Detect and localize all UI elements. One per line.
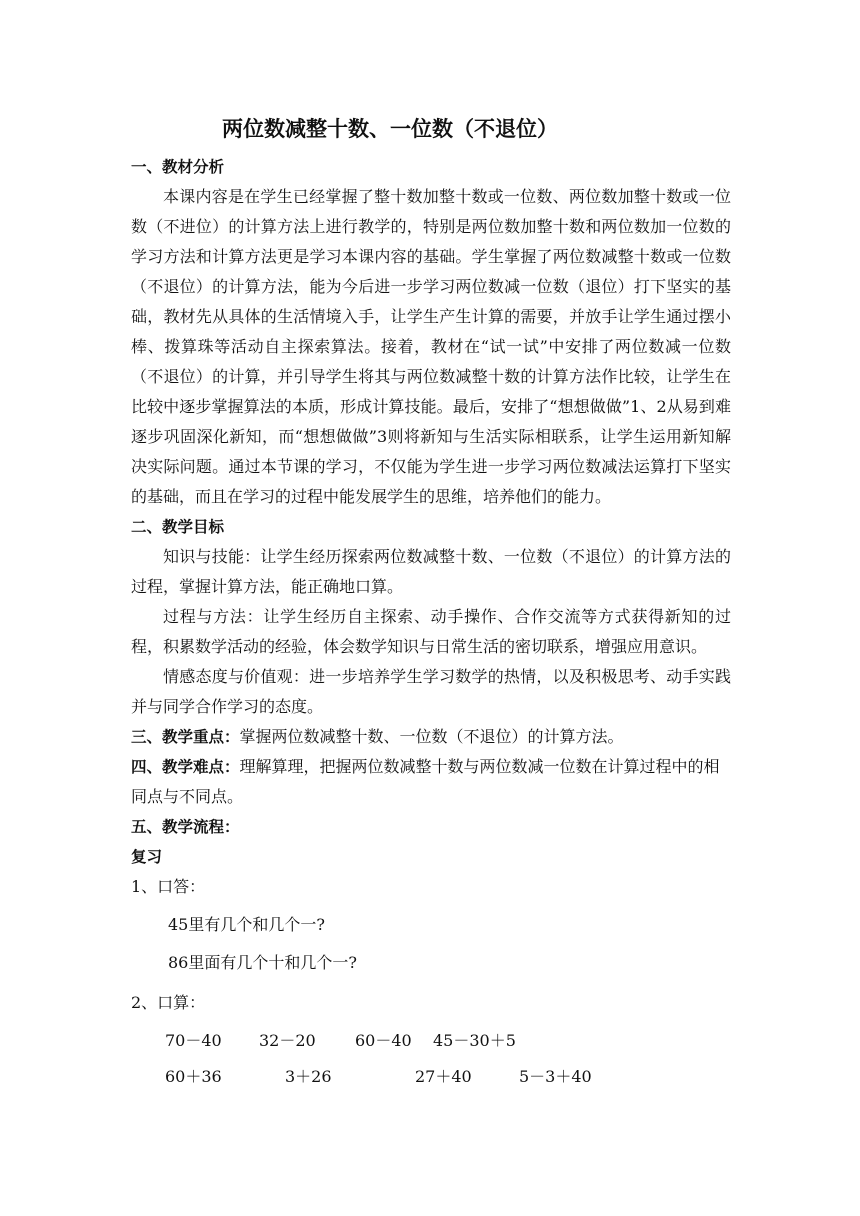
goal-knowledge-paragraph: 知识与技能：让学生经历探索两位数减整十数、一位数（不退位）的计算方法的过程，掌握计算方法，能正确地口算。	[131, 547, 731, 596]
review-item-oral-answer: 1、口答：	[131, 877, 206, 896]
calc-expression: 45－30＋5	[433, 1031, 516, 1050]
document-body	[131, 152, 731, 1098]
difficulty-line	[131, 752, 731, 812]
review-question-1: 45里有几个和几个一?	[168, 915, 325, 934]
calc-expression: 32－20	[259, 1031, 316, 1050]
goal-emotion-paragraph: 情感态度与价值观：进一步培养学生学习数学的热情，以及积极思考、动手实践并与同学合作学习的态度。	[131, 667, 731, 716]
page-title: 两位数减整十数、一位数（不退位）	[222, 117, 558, 141]
section-heading-goals: 二、教学目标	[131, 518, 225, 536]
calc-expression: 60－40	[355, 1031, 412, 1050]
goal-process-paragraph: 过程与方法：让学生经历自主探索、动手操作、合作交流等方式获得新知的过程，积累数学活动的经验，体会数学知识与日常生活的密切联系，增强应用意识。	[131, 607, 731, 656]
review-item-oral-calc: 2、口算：	[131, 993, 206, 1012]
calc-row-1	[131, 1026, 731, 1062]
calc-row-2	[131, 1062, 731, 1098]
calc-expression: 27＋40	[415, 1067, 472, 1086]
calc-expression: 3＋26	[285, 1067, 332, 1086]
key-point-line	[131, 722, 731, 752]
difficulty-heading: 四、教学难点：	[131, 758, 240, 776]
difficulty-text: 理解算理，把握两位数减整十数与两位数减一位数在计算过程中的相同点与不同点。	[131, 757, 720, 806]
review-heading: 复习	[131, 848, 163, 866]
review-question-2: 86里面有几个十和几个一?	[168, 953, 357, 972]
key-point-heading: 三、教学重点：	[131, 728, 240, 746]
calc-expression: 5－3＋40	[519, 1067, 592, 1086]
section-heading-analysis: 一、教材分析	[131, 158, 225, 176]
key-point-text: 掌握两位数减整十数、一位数（不退位）的计算方法。	[239, 727, 624, 746]
analysis-paragraph: 本课内容是在学生已经掌握了整十数加整十数或一位数、两位数加整十数或一位数（不进位）的计算方法上进行教学的，特别是两位数加整十数和两位数加一位数的学习方法和计算方法更是学习本课内容的基础。学生掌握了两位数减整十数或一位数（不退位）的计算方法，能为今后进一步学习两位数减一位数（退位）打下坚实的基础，教材先从具体的生活情境入手，让学生产生计算的需要，并放手让学生通过摆小棒、拨算珠等活动自主探索算法。接着，教材在“试一试”中安排了两位数减一位数（不退位）的计算，并引导学生将其与两位数减整十数的计算方法作比较，让学生在比较中逐步掌握算法的本质，形成计算技能。最后，安排了“想想做做”1、2从易到难逐步巩固深化新知，而“想想做做”3则将新知与生活实际相联系，让学生运用新知解决实际问题。通过本节课的学习，不仅能为学生进一步学习两位数减法运算打下坚实的基础，而且在学习的过程中能发展学生的思维，培养他们的能力。	[131, 187, 731, 506]
calc-expression: 70－40	[165, 1031, 222, 1050]
calc-expression: 60＋36	[165, 1067, 222, 1086]
section-heading-process: 五、教学流程：	[131, 818, 240, 836]
